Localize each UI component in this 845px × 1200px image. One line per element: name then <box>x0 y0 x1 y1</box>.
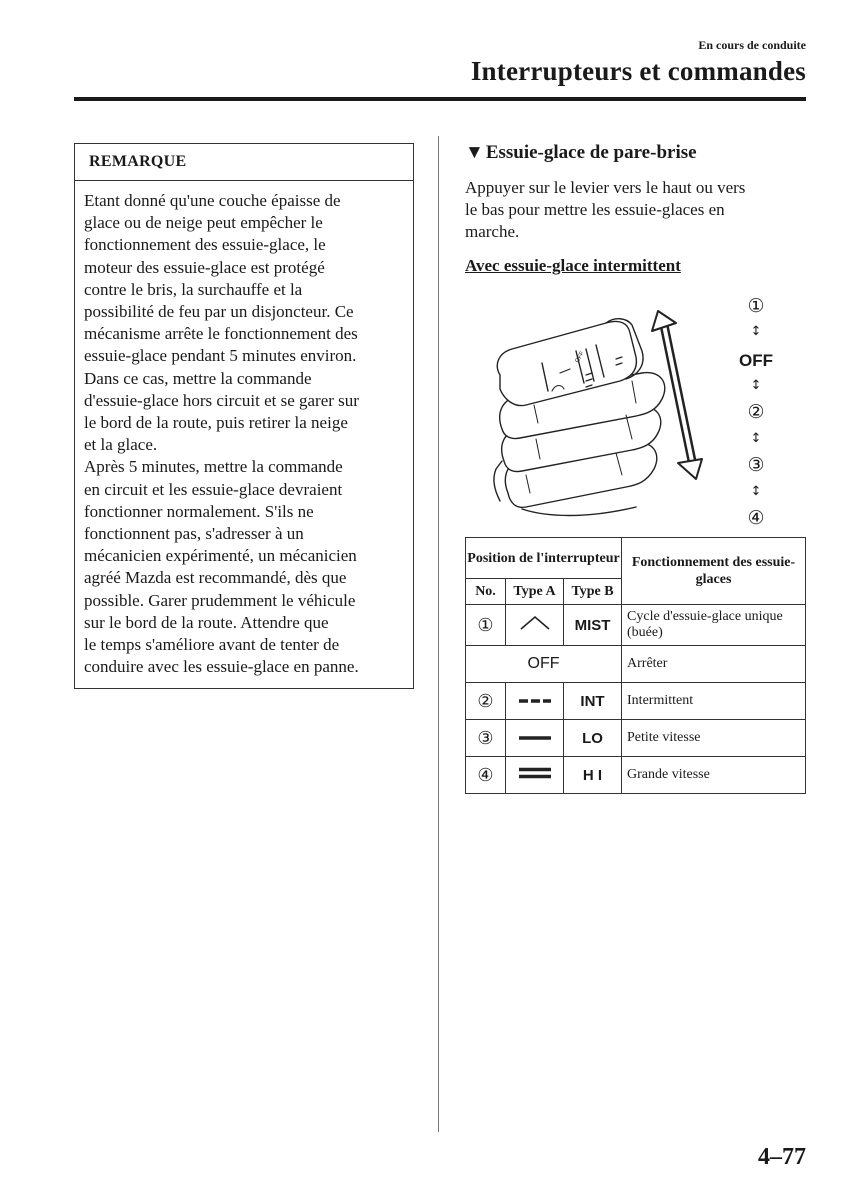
note-line: fonctionnent pas, s'adresser à un <box>84 524 304 544</box>
note-line: en circuit et les essuie-glace devraient <box>84 479 343 499</box>
note-line: le temps s'améliore avant de tenter de <box>84 635 340 655</box>
chevron-up-icon <box>506 605 564 646</box>
table-row <box>466 646 806 683</box>
intro-line: Appuyer sur le levier vers le haut ou vers <box>465 178 746 197</box>
note-line: sur le bord de la route. Attendre que <box>84 612 329 632</box>
double-line-icon <box>506 757 564 794</box>
note-line: conduire avec les essuie-glace en panne. <box>84 657 359 677</box>
note-line: possible. Garer prudemment le véhicule <box>84 590 356 610</box>
section-heading-text: Essuie-glace de pare-brise <box>485 142 697 163</box>
header-section-label: En cours de conduite <box>698 38 806 52</box>
single-line-icon <box>506 720 564 757</box>
column-divider <box>438 136 439 1132</box>
table-header-row <box>466 538 806 579</box>
type-b-label: H I <box>564 757 622 794</box>
note-box <box>74 143 414 689</box>
intro-line: marche. <box>465 222 520 242</box>
lever-off-label: OFF <box>574 350 586 364</box>
up-down-arrow-icon: ↕ <box>750 378 762 393</box>
header-position: Position de l'interrupteur <box>466 538 622 579</box>
up-down-arrow-icon: ↕ <box>750 431 762 446</box>
type-b-label: LO <box>564 720 622 757</box>
note-line: et la glace. <box>84 435 158 455</box>
note-line: essuie-glace pendant 5 minutes environ. <box>84 346 357 366</box>
note-line: fonctionner normalement. S'ils ne <box>84 501 314 521</box>
section-heading <box>465 142 697 164</box>
note-heading: REMARQUE <box>75 144 413 181</box>
position-4-label: ④ <box>747 507 765 529</box>
function-text: Arrêter <box>622 646 806 683</box>
up-down-arrow-icon: ↕ <box>750 484 762 499</box>
wiper-operation-table <box>465 537 806 794</box>
page-number: 4–77 <box>758 1144 806 1170</box>
position-3-label: ③ <box>747 454 765 476</box>
header-no: No. <box>466 579 506 605</box>
intro-line: le bas pour mettre les essuie-glaces en <box>465 200 725 220</box>
triangle-down-icon: ▼ <box>465 142 484 163</box>
dashed-line-icon <box>506 683 564 720</box>
note-line: le bord de la route, puis retirer la neige <box>84 413 348 433</box>
note-line: possibilité de feu par un disjoncteur. Ce <box>84 302 354 322</box>
table-row <box>466 720 806 757</box>
function-text: Petite vitesse <box>622 720 806 757</box>
function-text: Intermittent <box>622 683 806 720</box>
position-2-label: ② <box>747 401 765 423</box>
note-line: glace ou de neige peut empêcher le <box>84 213 323 233</box>
page-title: Interrupteurs et commandes <box>470 56 806 86</box>
table-row <box>466 605 806 646</box>
note-body <box>75 181 413 678</box>
switch-position-labels <box>733 295 779 535</box>
header-type-a: Type A <box>506 579 564 605</box>
note-line: Après 5 minutes, mettre la commande <box>84 457 343 477</box>
table-row <box>466 683 806 720</box>
position-1-label: ① <box>747 295 765 317</box>
row-number: ① <box>466 605 506 646</box>
function-text: Grande vitesse <box>622 757 806 794</box>
row-number: ② <box>466 683 506 720</box>
off-position-label: OFF <box>466 646 622 683</box>
note-line: fonctionnement des essuie-glace, le <box>84 235 326 255</box>
note-line: d'essuie-glace hors circuit et se garer sur <box>84 390 359 410</box>
note-line: Etant donné qu'une couche épaisse de <box>84 191 341 210</box>
type-b-label: MIST <box>564 605 622 646</box>
note-line: mécanisme arrête le fonctionnement des <box>84 324 358 344</box>
note-line: moteur des essuie-glace est protégé <box>84 257 325 277</box>
header-rule <box>74 97 806 101</box>
header-function: Fonctionnement des essuie-glaces <box>622 538 806 605</box>
note-line: agréé Mazda est recommandé, dès que <box>84 568 347 588</box>
mode-heading: Avec essuie-glace intermittent <box>465 256 681 275</box>
section-intro <box>465 177 805 244</box>
function-text: Cycle d'essuie-glace unique (buée) <box>622 605 806 646</box>
header-type-b: Type B <box>564 579 622 605</box>
position-off-label: OFF <box>739 351 773 370</box>
type-b-label: INT <box>564 683 622 720</box>
row-number: ④ <box>466 757 506 794</box>
note-line: contre le bris, la surchauffe et la <box>84 279 303 299</box>
note-line: mécanicien expérimenté, un mécanicien <box>84 546 357 566</box>
up-down-arrow-icon: ↕ <box>750 324 762 339</box>
note-line: Dans ce cas, mettre la commande <box>84 368 312 388</box>
table-row <box>466 757 806 794</box>
row-number: ③ <box>466 720 506 757</box>
